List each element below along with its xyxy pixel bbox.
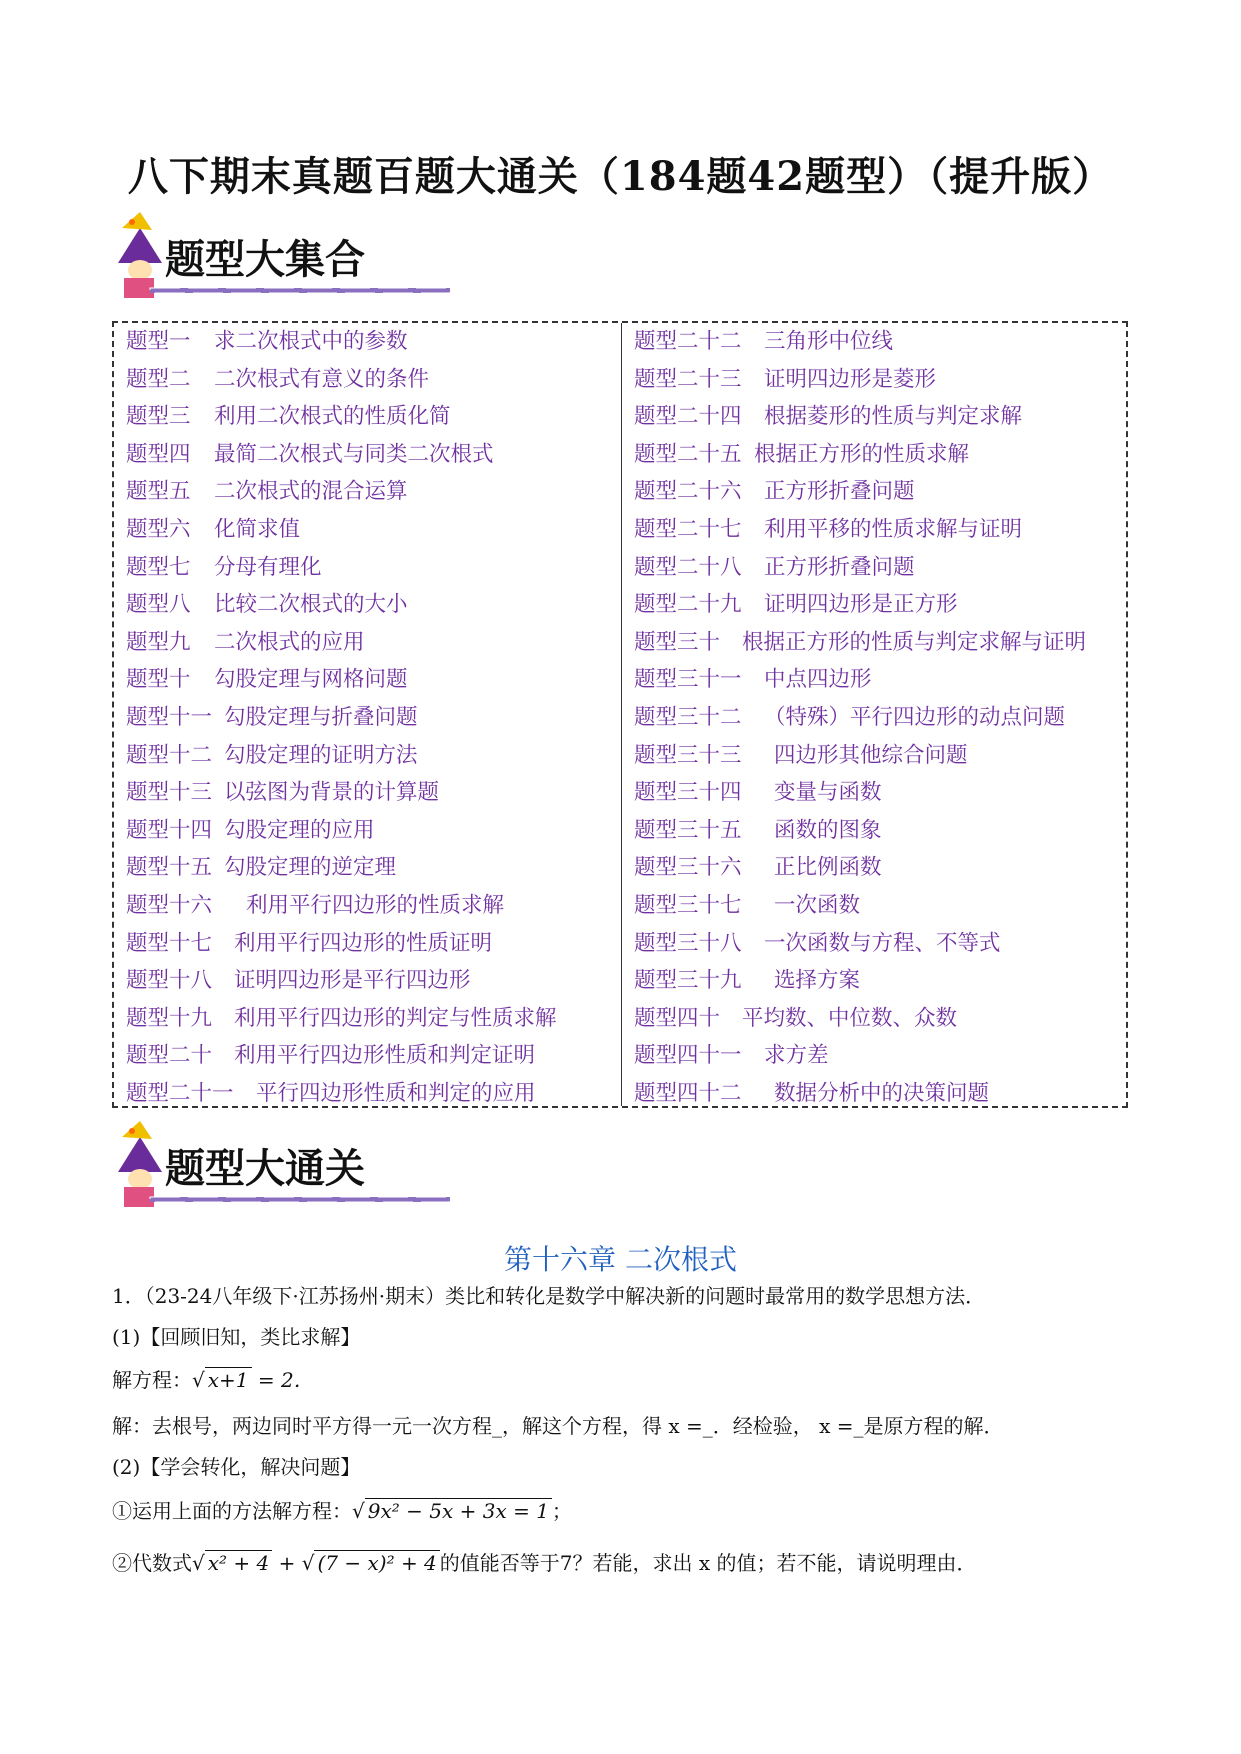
toc-item[interactable]: 题型三十六 正比例函数 xyxy=(634,855,882,881)
toc-item[interactable]: 题型三十七 一次函数 xyxy=(634,892,861,918)
part-1-heading: (1)【回顾旧知，类比求解】 xyxy=(112,1325,361,1349)
wizard-icon xyxy=(118,1121,162,1207)
toc-item[interactable]: 题型十二 勾股定理的证明方法 xyxy=(126,742,418,768)
toc-item[interactable]: 题型四十一 求方差 xyxy=(634,1043,829,1069)
toc-item[interactable]: 题型三十九 选择方案 xyxy=(634,968,861,994)
toc-item[interactable]: 题型四十 平均数、中位数、众数 xyxy=(634,1005,958,1031)
toc-item[interactable]: 题型六 化简求值 xyxy=(126,516,301,542)
toc-item[interactable]: 题型十一 勾股定理与折叠问题 xyxy=(126,704,418,730)
wizard-banner-graphic xyxy=(110,1117,460,1222)
toc-item[interactable]: 题型二十六 正方形折叠问题 xyxy=(634,479,915,505)
toc-item[interactable]: 题型十三 以弦图为背景的计算题 xyxy=(126,780,440,806)
wizard-icon xyxy=(118,212,162,298)
banner-question-types xyxy=(110,208,460,313)
toc-item[interactable]: 题型九 二次根式的应用 xyxy=(126,629,365,655)
toc-item[interactable]: 题型三十二 （特殊）平行四边形的动点问题 xyxy=(634,704,1066,730)
column-divider xyxy=(621,323,622,1106)
toc-item[interactable]: 题型十八 证明四边形是平行四边形 xyxy=(126,968,471,994)
toc-item[interactable]: 题型三十五 函数的图象 xyxy=(634,817,882,843)
toc-item[interactable]: 题型三十三 四边形其他综合问题 xyxy=(634,742,968,768)
toc-item[interactable]: 题型三十八 一次函数与方程、不等式 xyxy=(634,930,1001,956)
subquestion-1: ①运用上面的方法解方程：√ 9x² − 5x + 3x = 1 ； xyxy=(112,1499,572,1523)
toc-item[interactable]: 题型二十四 根据菱形的性质与判定求解 xyxy=(634,404,1023,430)
toc-item[interactable]: 题型十七 利用平行四边形的性质证明 xyxy=(126,930,493,956)
toc-item[interactable]: 题型二十一 平行四边形性质和判定的应用 xyxy=(126,1080,536,1106)
toc-item[interactable]: 题型二十二 三角形中位线 xyxy=(634,329,894,354)
wizard-banner-graphic xyxy=(110,208,460,313)
toc-item[interactable]: 题型二十三 证明四边形是菱形 xyxy=(634,366,937,392)
toc-item[interactable]: 题型十四 勾股定理的应用 xyxy=(126,817,375,843)
toc-item[interactable]: 题型二十五 根据正方形的性质求解 xyxy=(634,441,970,467)
banner-text: 题型大集合 xyxy=(165,236,365,283)
toc-item[interactable]: 题型五 二次根式的混合运算 xyxy=(126,479,408,505)
toc-item[interactable]: 题型十九 利用平行四边形的判定与性质求解 xyxy=(126,1005,557,1031)
question-stem: 1．（23-24八年级下·江苏扬州·期末）类比和转化是数学中解决新的问题时最常用的数学思想方法． xyxy=(112,1284,986,1308)
toc-item[interactable]: 题型十五 勾股定理的逆定理 xyxy=(126,855,397,881)
solution-line: 解：去根号，两边同时平方得一元一次方程_，解这个方程，得 x =_．经检验， x =_是原方程的解． xyxy=(112,1414,1004,1438)
subquestion-2: ②代数式√ x² + 4 + √ (7 − x)² + 4 的值能否等于7？若能，求出 x 的值；若不能，请说明理由． xyxy=(112,1551,977,1575)
banner-text: 题型大通关 xyxy=(165,1145,365,1192)
part-2-heading: (2)【学会转化，解决问题】 xyxy=(112,1455,361,1479)
question-type-index xyxy=(112,321,1128,1108)
toc-item[interactable]: 题型七 分母有理化 xyxy=(126,554,322,580)
toc-item[interactable]: 题型二十 利用平行四边形性质和判定证明 xyxy=(126,1043,536,1069)
page-title: 八下期末真题百题大通关（184题42题型）（提升版） xyxy=(127,153,1114,200)
toc-item[interactable]: 题型十六 利用平行四边形的性质求解 xyxy=(126,892,505,918)
toc-item[interactable]: 题型三十 根据正方形的性质与判定求解与证明 xyxy=(634,629,1087,655)
toc-item[interactable]: 题型二十七 利用平移的性质求解与证明 xyxy=(634,516,1023,542)
toc-item[interactable]: 题型四 最简二次根式与同类二次根式 xyxy=(126,441,494,467)
toc-item[interactable]: 题型三十一 中点四边形 xyxy=(634,667,872,693)
toc-item[interactable]: 题型八 比较二次根式的大小 xyxy=(126,592,408,618)
toc-item[interactable]: 题型十 勾股定理与网格问题 xyxy=(126,667,408,693)
equation-line: 解方程：√ x+1 = 2． xyxy=(112,1368,314,1392)
toc-item[interactable]: 题型二十九 证明四边形是正方形 xyxy=(634,592,958,618)
chapter-title: 第十六章 二次根式 xyxy=(504,1243,737,1276)
toc-item[interactable]: 题型三 利用二次根式的性质化简 xyxy=(126,404,451,430)
toc-item[interactable]: 题型一 求二次根式中的参数 xyxy=(126,329,408,354)
banner-question-challenge xyxy=(110,1117,460,1222)
toc-item[interactable]: 题型三十四 变量与函数 xyxy=(634,780,882,806)
toc-item[interactable]: 题型四十二 数据分析中的决策问题 xyxy=(634,1080,990,1106)
toc-right-column xyxy=(634,323,1129,1112)
toc-item[interactable]: 题型二 二次根式有意义的条件 xyxy=(126,366,430,392)
toc-left-column xyxy=(126,323,621,1112)
toc-item[interactable]: 题型二十八 正方形折叠问题 xyxy=(634,554,915,580)
